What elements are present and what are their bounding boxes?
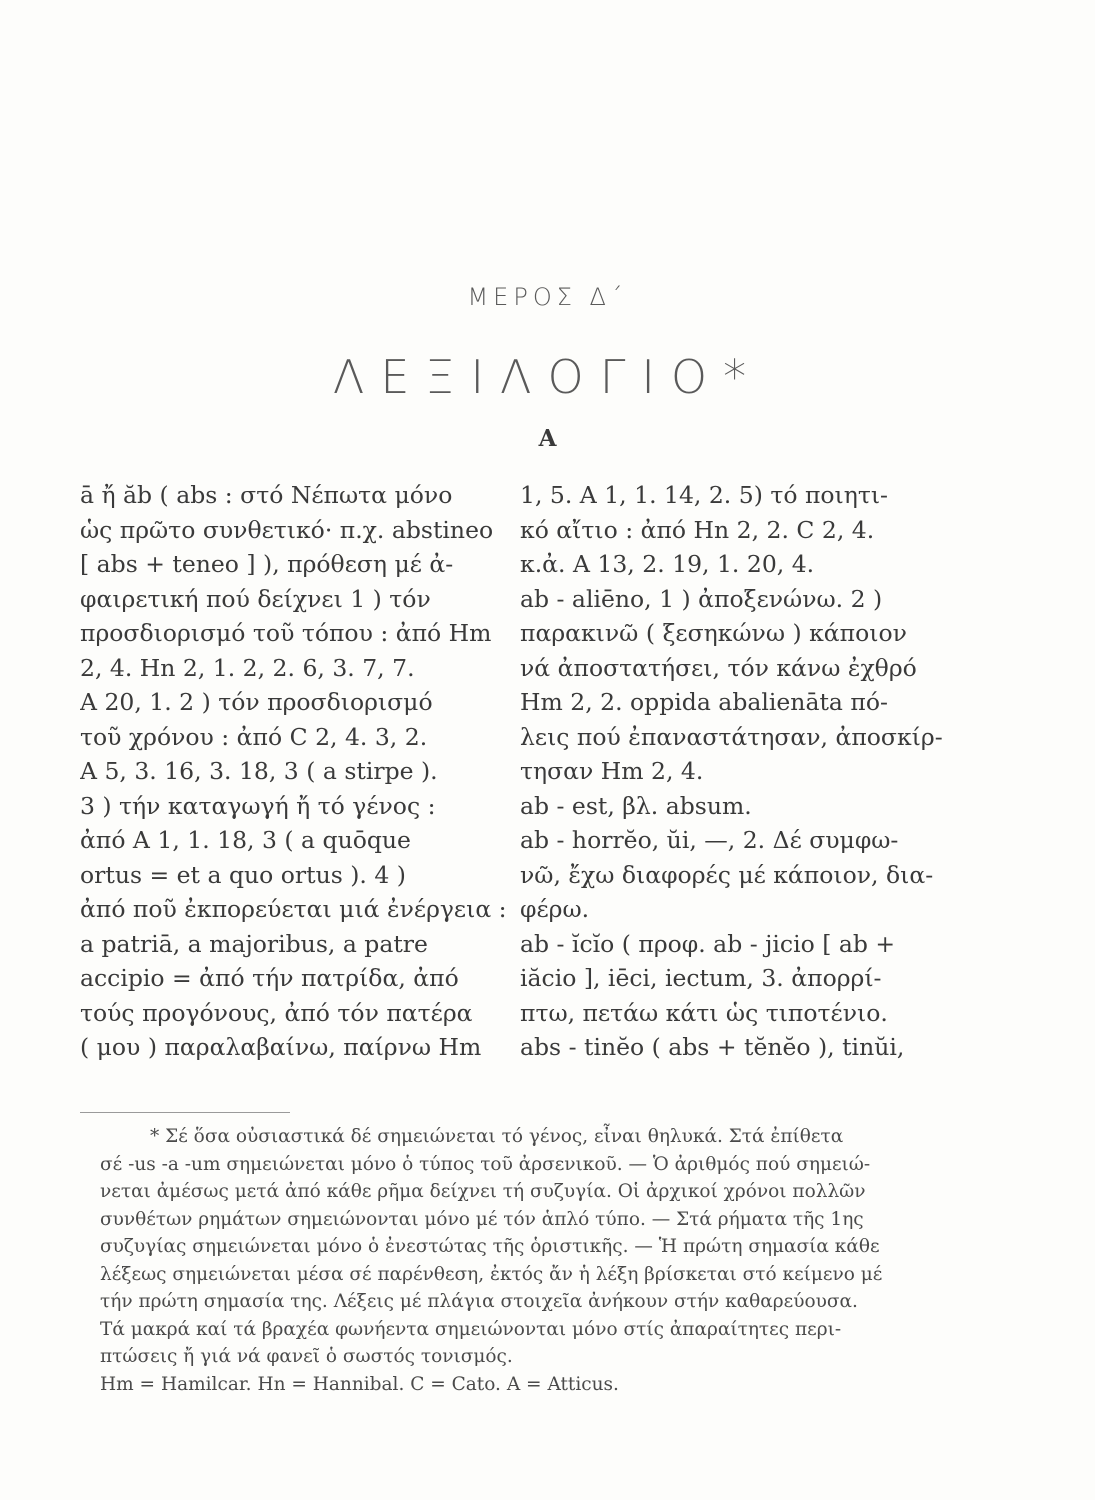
footnote-line: σέ -us -a -um σημειώνεται μόνο ὁ τύπος τοῦ ἀρσενικοῦ. — Ὁ ἀριθμός πού σημειώ- xyxy=(100,1153,871,1175)
letter-heading: A xyxy=(538,425,557,452)
right-column xyxy=(520,478,960,1065)
left-line: ā ἤ ăb ( abs : στό Νέπωτα μόνο xyxy=(80,481,453,509)
footnote-line: συζυγίας σημειώνεται μόνο ὁ ἐνεστώτας τῆς ὁριστικῆς. — Ἡ πρώτη σημασία κάθε xyxy=(100,1236,880,1257)
footnote-line: Τά μακρά καί τά βραχέα φωνήεντα σημειώνονται μόνο στίς ἀπαραίτητες περι- xyxy=(100,1318,842,1340)
left-line: A 20, 1. 2 ) τόν προσδιορισμό xyxy=(80,688,433,716)
left-line: ὡς πρῶτο συνθετικό· π.χ. abstineo xyxy=(80,515,494,544)
right-line: 1, 5. A 1, 1. 14, 2. 5) τό ποιητι- xyxy=(520,481,888,509)
footnote-divider xyxy=(80,1112,290,1113)
right-line: πτω, πετάω κάτι ὡς τιποτένιο. xyxy=(520,998,888,1027)
footnote-line: συνθέτων ρημάτων σημειώνονται μόνο μέ τόν ἁπλό τύπο. — Στά ρήματα τῆς 1ης xyxy=(100,1208,864,1230)
left-line: τούς προγόνους, ἀπό τόν πατέρα xyxy=(80,998,473,1027)
left-line: 2, 4. Hn 2, 1. 2, 2. 6, 3. 7, 7. xyxy=(80,653,415,682)
footnote-line: πτώσεις ἤ γιά νά φανεῖ ὁ σωστός τονισμός. xyxy=(100,1346,513,1367)
left-line: τοῦ χρόνου : ἀπό C 2, 4. 3, 2. xyxy=(80,722,428,751)
left-line: 3 ) τήν καταγωγή ἤ τό γένος : xyxy=(80,791,436,820)
right-line: ab - aliēno, 1 ) ἀποξενώνω. 2 ) xyxy=(520,584,883,613)
left-line: [ abs + teneo ] ), πρόθεση μέ ἀ- xyxy=(80,550,454,578)
footnote-line: * Σέ ὅσα οὐσιαστικά δέ σημειώνεται τό γένος, εἶναι θηλυκά. Στά ἐπίθετα xyxy=(150,1126,844,1147)
right-line: νά ἀποστατήσει, τόν κάνω ἐχθρό xyxy=(520,653,917,682)
footnote-line: τήν πρώτη σημασία της. Λέξεις μέ πλάγια στοιχεῖα ἀνήκουν στήν καθαρεύουσα. xyxy=(100,1291,858,1312)
right-line: παρακινῶ ( ξεσηκώνω ) κάποιον xyxy=(520,619,907,647)
left-line: a patriā, a majoribus, a patre xyxy=(80,929,428,958)
right-line: τησαν Hm 2, 4. xyxy=(520,757,704,785)
right-line: Hm 2, 2. oppida abalienāta πό- xyxy=(520,688,888,716)
part-title: ΜΕΡΟΣ Δ΄ xyxy=(467,283,628,311)
right-line: ab - est, βλ. absum. xyxy=(520,791,752,820)
left-line: φαιρετική πού δείχνει 1 ) τόν xyxy=(80,584,431,613)
left-line: ( μου ) παραλαβαίνω, παίρνω Hm xyxy=(80,1033,482,1061)
footnotes xyxy=(100,1123,980,1398)
right-line: λεις πού ἐπαναστάτησαν, ἀποσκίρ- xyxy=(520,722,943,751)
left-line: ortus = et a quo ortus ). 4 ) xyxy=(80,860,406,889)
left-line: A 5, 3. 16, 3. 18, 3 ( a stirpe ). xyxy=(80,757,438,785)
right-line: ab - ĭcĭo ( προφ. ab - jicio [ ab + xyxy=(520,929,896,958)
right-line: κ.ἀ. A 13, 2. 19, 1. 20, 4. xyxy=(520,550,815,578)
left-line: ἀπό A 1, 1. 18, 3 ( a quōque xyxy=(80,826,411,854)
left-line: ἀπό ποῦ ἐκπορεύεται μιά ἐνέργεια : xyxy=(80,895,507,923)
right-line: κό αἴτιο : ἀπό Hn 2, 2. C 2, 4. xyxy=(520,515,875,544)
footnote-line: νεται ἀμέσως μετά ἀπό κάθε ρῆμα δείχνει τή συζυγία. Οἱ ἀρχικοί χρόνοι πολλῶν xyxy=(100,1181,866,1202)
right-line: φέρω. xyxy=(520,895,590,923)
footnote-line: λέξεως σημειώνεται μέσα σέ παρένθεση, ἐκτός ἄν ἡ λέξη βρίσκεται στό κείμενο μέ xyxy=(100,1263,883,1285)
right-line: abs - tinĕo ( abs + tĕnĕo ), tinŭi, xyxy=(520,1033,905,1061)
right-line: iăcio ], iēci, iectum, 3. ἀπορρί- xyxy=(520,964,882,992)
left-line: accipio = ἀπό τήν πατρίδα, ἀπό xyxy=(80,964,459,992)
left-line: προσδιορισμό τοῦ τόπου : ἀπό Hm xyxy=(80,619,492,647)
glossary-title: ΛΕΞΙΛΟΓΙΟ* xyxy=(332,350,763,404)
left-column xyxy=(80,478,510,1065)
right-line: ab - horrĕo, ŭi, —, 2. Δέ συμφω- xyxy=(520,826,899,854)
right-line: νῶ, ἔχω διαφορές μέ κάποιον, δια- xyxy=(520,860,934,889)
footnote-line: Hm = Hamilcar. Hn = Hannibal. C = Cato. A = Atticus. xyxy=(100,1373,619,1395)
